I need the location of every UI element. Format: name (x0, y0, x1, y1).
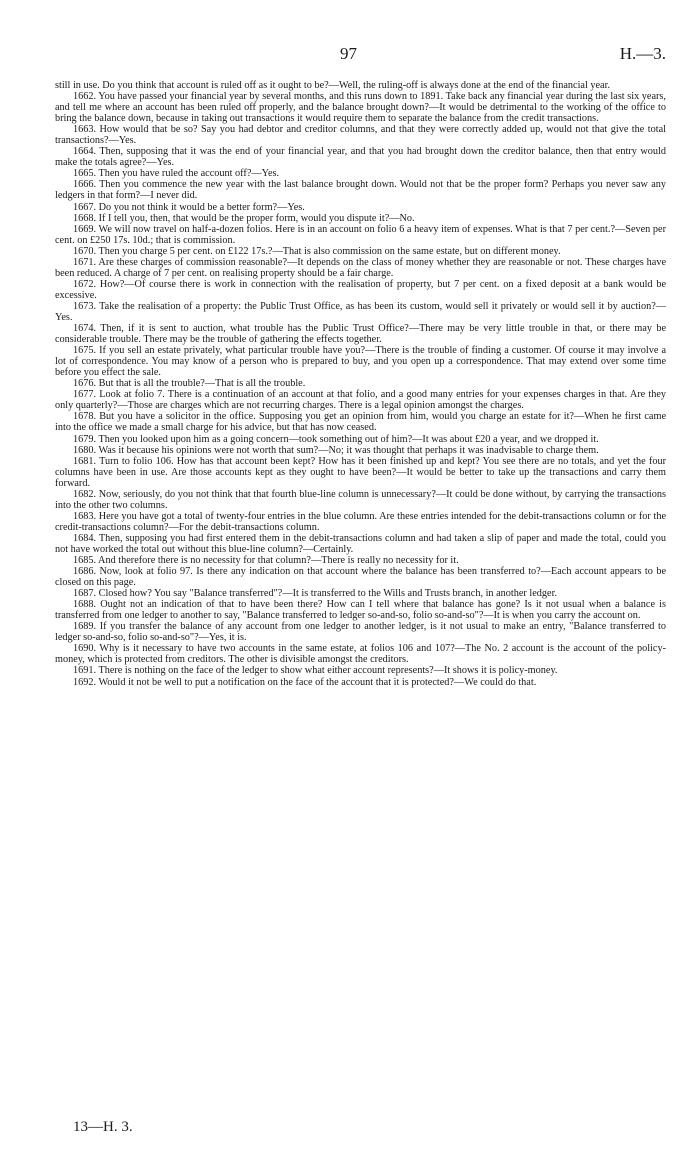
paragraph: 1679. Then you looked upon him as a going concern—took something out of him?—It was about £20 a year, and we dropped it. (73, 433, 599, 445)
paragraph: 1663. How would that be so? Say you had debtor and creditor columns, and that they were correctly added up, would not that give the total transactions?—Yes. (55, 124, 666, 147)
paragraph: 1692. Would it not be well to put a notification on the face of the account that it is protected?—We could do that. (73, 676, 537, 688)
paragraph: 1678. But you have a solicitor in the office. Supposing you get an opinion from him, would you charge an estate for it?—When he first came into the office we made a small charge for his advice, but that has now ceased. (55, 411, 666, 434)
testimony-body (55, 80, 666, 688)
paragraph: 1684. Then, supposing you had first entered them in the debit-transactions column and had taken a slip of paper and made the total, could you not have worked the total out without this blue-line column?—Certainly. (55, 532, 666, 555)
paragraph: 1666. Then you commence the new year with the last balance brought down. Would not that be the proper form? Perhaps you never saw any ledgers in that form?—I never did. (55, 179, 666, 202)
paragraph: 1691. There is nothing on the face of the ledger to show what either account represents?—It shows it is policy-money. (73, 665, 558, 677)
page-header (55, 40, 666, 68)
paragraph: 1667. Do you not think it would be a better form?—Yes. (73, 201, 305, 213)
paragraph: 1682. Now, seriously, do you not think that that fourth blue-line column is unnecessary?—It could be done without, by carrying the transactions into the other two columns. (55, 488, 666, 511)
paragraph: 1668. If I tell you, then, that would be the proper form, would you dispute it?—No. (73, 212, 415, 224)
paragraph: 1690. Why is it necessary to have two accounts in the same estate, at folios 106 and 107?—The No. 2 account is the account of the policy-money, which is protected from creditors. The other is divisible amongst the creditors. (55, 643, 666, 666)
paragraph: 1675. If you sell an estate privately, what particular trouble have you?—There is the trouble of finding a customer. Of course it may involve a lot of correspondence. You may know of a person who is prepared to buy, and you open up a correspondence. That may extend over some time before you effect the sale. (55, 345, 666, 379)
paragraph: 1676. But that is all the trouble?—That is all the trouble. (73, 378, 306, 390)
paragraph: 1674. Then, if it is sent to auction, what trouble has the Public Trust Office?—There may be very little trouble in that, or there may be considerable trouble. There may be the trouble of gathering the effects together. (55, 323, 666, 346)
paragraph: 1669. We will now travel on half-a-dozen folios. Here is in an account on folio 6 a heavy item of expenses. What is that 7 per cent.?—Seven per cent. on £250 17s. 10d.; that is commission. (55, 223, 666, 246)
paragraph: 1672. How?—Of course there is work in connection with the realisation of property, but 7 per cent. on a fixed deposit at a bank would be excessive. (55, 278, 666, 301)
paragraph: 1689. If you transfer the balance of any account from one ledger to another ledger, is it not usual to make an entry, "Balance transferred to ledger so-and-so, folio so-and-so"?—Yes, it is. (55, 621, 666, 644)
paragraph: 1688. Ought not an indication of that to have been there? How can I tell where that balance has gone? Is it not usual when a balance is transferred from one ledger to another to say, "Balance transferred to ledger so-and-so, folio so-and-so"?—It is when you carry the account on. (55, 599, 666, 622)
paragraph: 1665. Then you have ruled the account off?—Yes. (73, 168, 280, 180)
paragraph: 1677. Look at folio 7. There is a continuation of an account at that folio, and a good many entries for your expenses charges in that. Are they only quarterly?—Those are charges which are not recurring charges. There is a legal opinion amongst the charges. (55, 389, 666, 412)
paragraph: 1681. Turn to folio 106. How has that account been kept? How has it been finished up and kept? You see there are no totals, and yet the four columns have been in use. Are those accounts kept as they ought to have been?—It would be better to take up the transactions and carry them forward. (55, 455, 666, 489)
paragraph: 1670. Then you charge 5 per cent. on £122 17s.?—That is also commission on the same estate, but on different money. (73, 245, 561, 257)
signature-mark: 13—H. 3. (73, 1119, 133, 1135)
paragraph: 1683. Here you have got a total of twenty-four entries in the blue column. Are these entries intended for the debit-transactions column or for the credit-transactions column?—For the debit-transactions column. (55, 510, 666, 533)
page-number: 97 (340, 44, 357, 63)
paragraph: 1687. Closed how? You say "Balance transferred"?—It is transferred to the Wills and Trusts branch, in another ledger. (73, 588, 558, 600)
paragraph: 1680. Was it because his opinions were not worth that sum?—No; it was thought that perhaps it was inadvisable to charge them. (73, 444, 599, 456)
document-reference: H.—3. (619, 44, 666, 63)
paragraph: 1664. Then, supposing that it was the end of your financial year, and that you had brought down the creditor balance, then that entry would make the totals agree?—Yes. (55, 146, 666, 169)
paragraph: 1673. Take the realisation of a property: the Public Trust Office, as has been its custom, would sell it privately or would sell it by auction?—Yes. (55, 300, 666, 323)
paragraph: still in use. Do you think that account is ruled off as it ought to be?—Well, the ruling-off is always done at the end of the financial year. (55, 80, 611, 91)
paragraph: 1685. And therefore there is no necessity for that column?—There is really no necessity for it. (73, 555, 459, 567)
paragraph: 1671. Are these charges of commission reasonable?—It depends on the class of money whether they are reasonable or not. These charges have been reduced. A charge of 7 per cent. on realising property should be a fair charge. (55, 256, 666, 279)
paragraph: 1686. Now, look at folio 97. Is there any indication on that account where the balance has been transferred to?—Each account appears to be closed on this page. (55, 566, 666, 589)
document-page (55, 40, 666, 1140)
paragraph: 1662. You have passed your financial year by several months, and this runs down to 1891. Take back any financial year during the last six years, and tell me where an account has been ruled off properly, and the balance brought down?—It would be detrimental to the working of the office to bring the balance down, because in taking out transactions it would require them to separate the balance from the credit transactions. (55, 91, 666, 125)
